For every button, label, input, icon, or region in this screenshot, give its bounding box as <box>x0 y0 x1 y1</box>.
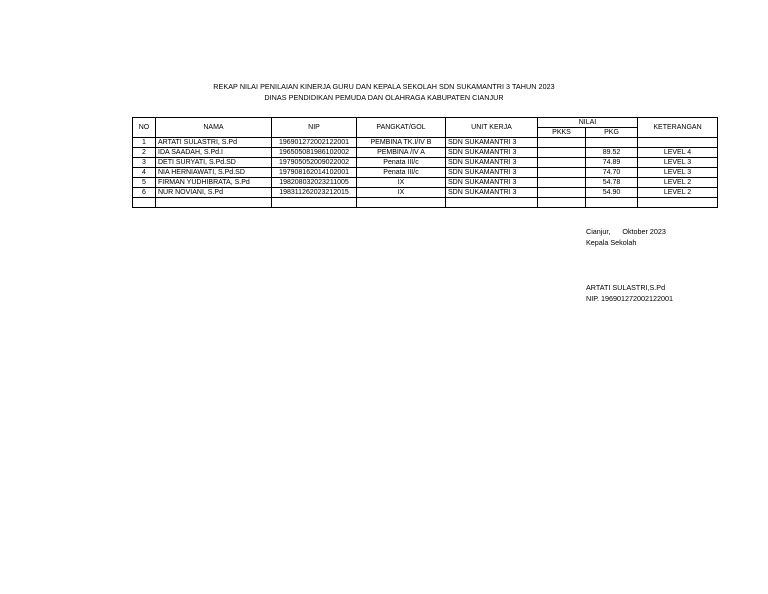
header-pangkat: PANGKAT/GOL <box>357 118 446 138</box>
table-row <box>133 198 718 208</box>
header-no: NO <box>133 118 156 138</box>
cell-nip: 198311262023212015 <box>272 188 357 198</box>
cell-pkg: 54.78 <box>586 178 638 188</box>
cell-nama: ARTATI SULASTRI, S.Pd <box>156 138 272 148</box>
table-row <box>133 178 718 188</box>
header-nip: NIP <box>272 118 357 138</box>
cell-pangkat <box>357 198 446 208</box>
cell-no <box>133 198 156 208</box>
cell-pangkat: PEMBINA TK.I/IV B <box>357 138 446 148</box>
header-keterangan: KETERANGAN <box>638 118 718 138</box>
cell-keterangan <box>638 138 718 148</box>
table-row <box>133 138 718 148</box>
cell-pkks <box>538 138 586 148</box>
signature-nip: NIP. 196901272002122001 <box>586 294 673 303</box>
cell-unit-kerja: SDN SUKAMANTRI 3 <box>446 138 538 148</box>
cell-nama <box>156 198 272 208</box>
cell-pkg: 74.89 <box>586 158 638 168</box>
cell-unit-kerja <box>446 198 538 208</box>
table-row <box>133 168 718 178</box>
cell-nama: FIRMAN YUDHIBRATA, S.Pd <box>156 178 272 188</box>
cell-keterangan: LEVEL 2 <box>638 178 718 188</box>
table-row <box>133 188 718 198</box>
cell-pkg: 74.70 <box>586 168 638 178</box>
signature-place-date: Cianjur, Oktober 2023 <box>586 227 666 236</box>
cell-pangkat: Penata III/c <box>357 168 446 178</box>
cell-no: 1 <box>133 138 156 148</box>
cell-pkks <box>538 178 586 188</box>
cell-pkg <box>586 138 638 148</box>
cell-unit-kerja: SDN SUKAMANTRI 3 <box>446 158 538 168</box>
signature-name: ARTATI SULASTRI,S.Pd <box>586 283 666 292</box>
table-row <box>133 158 718 168</box>
signature-role: Kepala Sekolah <box>586 238 637 247</box>
document-title: REKAP NILAI PENILAIAN KINERJA GURU DAN KEPALA SEKOLAH SDN SUKAMANTRI 3 TAHUN 2023 <box>213 82 555 91</box>
cell-pkks <box>538 158 586 168</box>
cell-keterangan: LEVEL 3 <box>638 158 718 168</box>
cell-no: 3 <box>133 158 156 168</box>
cell-no: 2 <box>133 148 156 158</box>
cell-nip <box>272 198 357 208</box>
cell-unit-kerja: SDN SUKAMANTRI 3 <box>446 188 538 198</box>
header-nama: NAMA <box>156 118 272 138</box>
cell-nip: 198208032023211005 <box>272 178 357 188</box>
cell-nip: 196901272002122001 <box>272 138 357 148</box>
cell-keterangan: LEVEL 4 <box>638 148 718 158</box>
cell-pkks <box>538 198 586 208</box>
header-pkg: PKG <box>586 128 638 138</box>
cell-nip: 196505081986102002 <box>272 148 357 158</box>
cell-keterangan: LEVEL 3 <box>638 168 718 178</box>
cell-pangkat: IX <box>357 178 446 188</box>
table-row <box>133 148 718 158</box>
cell-keterangan: LEVEL 2 <box>638 188 718 198</box>
cell-pkks <box>538 148 586 158</box>
cell-unit-kerja: SDN SUKAMANTRI 3 <box>446 148 538 158</box>
cell-nip: 197905052009022002 <box>272 158 357 168</box>
cell-nama: NIA HERNIAWATI, S.Pd.SD <box>156 168 272 178</box>
cell-pangkat: PEMBINA /IV A <box>357 148 446 158</box>
cell-unit-kerja: SDN SUKAMANTRI 3 <box>446 178 538 188</box>
rekap-table <box>132 117 718 208</box>
cell-pkg: 89.52 <box>586 148 638 158</box>
cell-pangkat: IX <box>357 188 446 198</box>
header-pkks: PKKS <box>538 128 586 138</box>
cell-pangkat: Penata III/c <box>357 158 446 168</box>
cell-nama: IDA SAADAH, S.Pd.I <box>156 148 272 158</box>
cell-nama: NUR NOVIANI, S.Pd <box>156 188 272 198</box>
document-subtitle: DINAS PENDIDIKAN PEMUDA DAN OLAHRAGA KABUPATEN CIANJUR <box>264 93 504 102</box>
cell-no: 4 <box>133 168 156 178</box>
cell-pkks <box>538 168 586 178</box>
header-unit-kerja: UNIT KERJA <box>446 118 538 138</box>
cell-no: 5 <box>133 178 156 188</box>
cell-unit-kerja: SDN SUKAMANTRI 3 <box>446 168 538 178</box>
cell-no: 6 <box>133 188 156 198</box>
cell-pkg <box>586 198 638 208</box>
cell-pkks <box>538 188 586 198</box>
header-nilai: NILAI <box>538 118 638 128</box>
cell-nama: DETI SURYATI, S.Pd.SD <box>156 158 272 168</box>
cell-nip: 197908162014102001 <box>272 168 357 178</box>
cell-keterangan <box>638 198 718 208</box>
table-body <box>133 138 718 208</box>
cell-pkg: 54.90 <box>586 188 638 198</box>
